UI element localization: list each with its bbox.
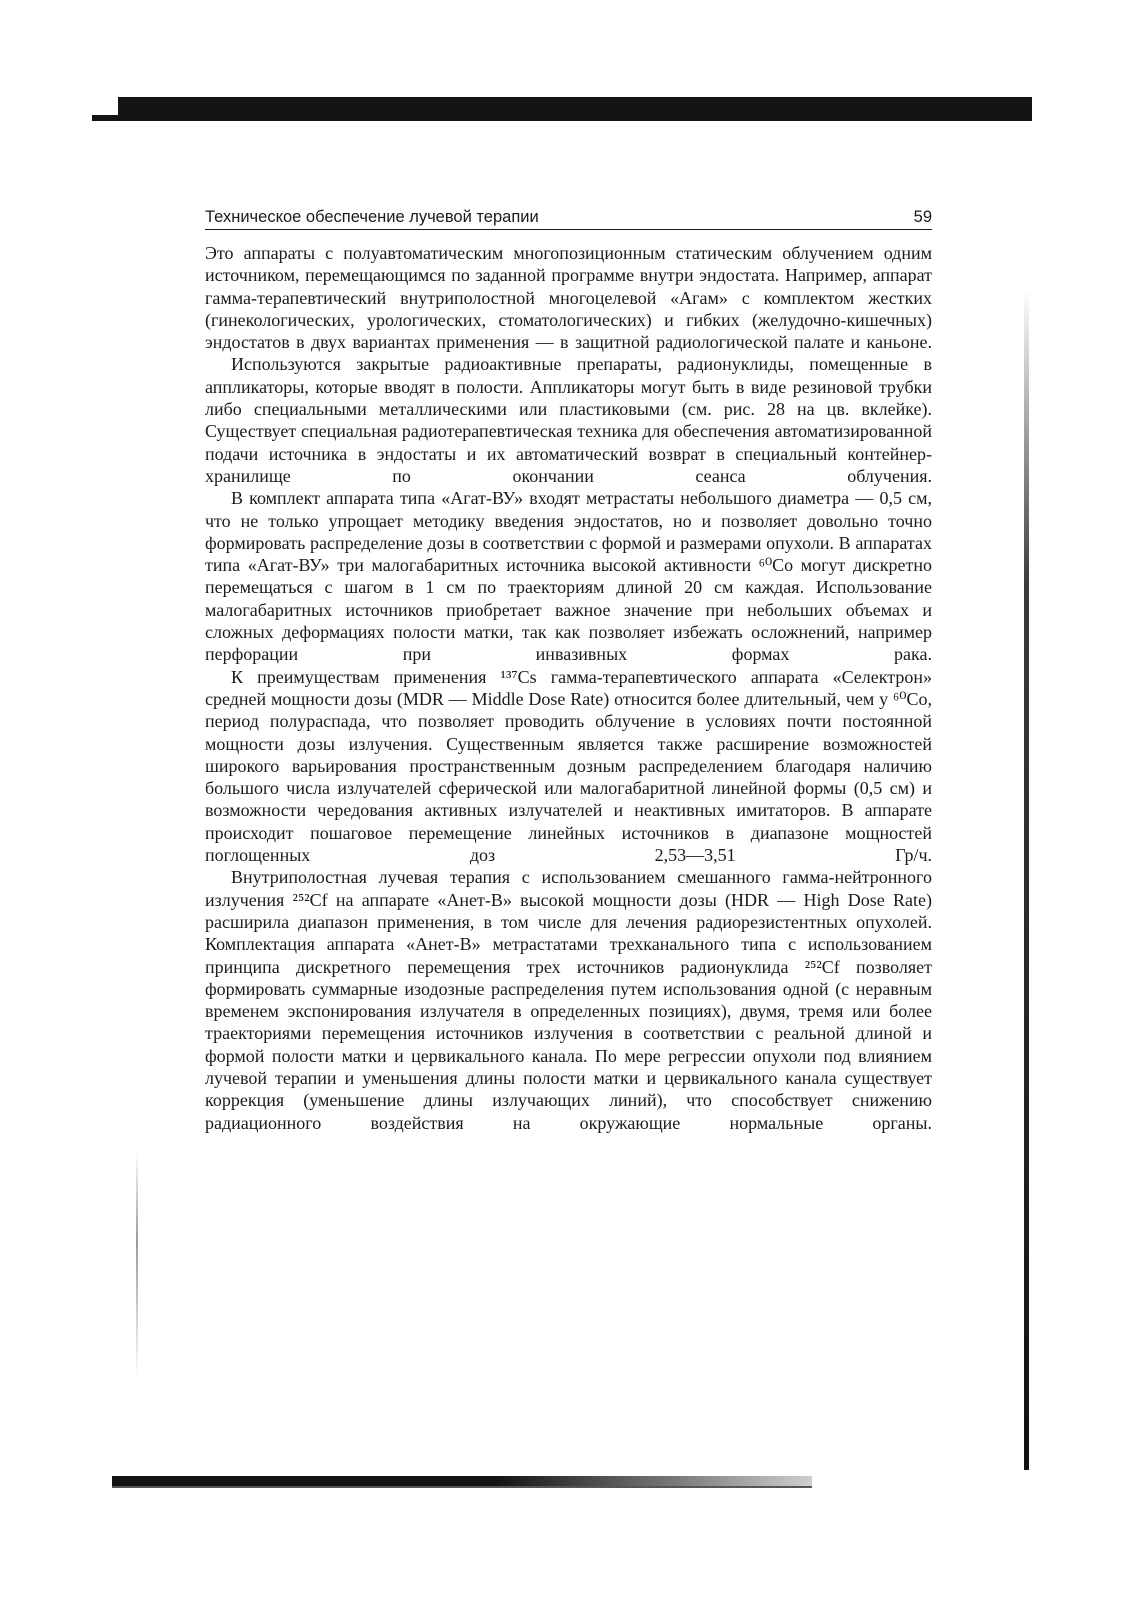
scan-top-bar-tail [92, 115, 132, 121]
paragraph: К преимуществам применения ¹³⁷Cs гамма-терапевтического аппарата «Селектрон» средней мощности дозы (MDR — Middle Dose Rate) относится более длительный, чем у ⁶⁰Co, период полураспада, что позволяет проводить облучение в условиях почти постоянной мощности дозы излучения. Существенным является также расширение возможностей широкого варьирования пространственным дозным распределением благодаря наличию большого числа излучателей сферической или малогабаритной линейной формы (0,5 см) и возможности чередования активных излучателей и неактивных имитаторов. В аппарате происходит пошаговое перемещение линейных источников в диапазоне мощностей поглощенных доз 2,53—3,51 Гр/ч. [205, 666, 932, 866]
paragraph: В комплект аппарата типа «Агат-ВУ» входят метрастаты небольшого диаметра — 0,5 см, что не только упрощает методику введения эндостатов, но и позволяет довольно точно формировать распределение дозы в соответствии с формой и размерами опухоли. В аппаратах типа «Агат-ВУ» три малогабаритных источника высокой активности ⁶⁰Co могут дискретно перемещаться с шагом в 1 см по траекториям длиной 20 см каждая. Использование малогабаритных источников приобретает важное значение при небольших объемах и сложных деформациях полости матки, так как позволяет избежать осложнений, например перфорации при инвазивных формах рака. [205, 488, 932, 665]
body-text [205, 242, 932, 1134]
page-number: 59 [913, 208, 932, 226]
running-title: Техническое обеспечение лучевой терапии [205, 208, 539, 226]
scan-bottom-rule [112, 1486, 812, 1488]
paragraph: Это аппараты с полуавтоматическим многопозиционным статическим облучением одним источником, перемещающимся по заданной программе внутри эндостата. Например, аппарат гамма-терапевтический внутриполостной многоцелевой «Агам» с комплектом жестких (гинекологических, урологических, стоматологических) и гибких (желудочно-кишечных) эндостатов в двух вариантах применения — в защитной радиологической палате и каньоне. [205, 243, 932, 353]
scan-left-edge [136, 1150, 138, 1380]
paragraph: Используются закрытые радиоактивные препараты, радионуклиды, помещенные в аппликаторы, которые вводят в полости. Аппликаторы могут быть в виде резиновой трубки либо специальными металлическими или пластиковыми (см. рис. 28 на цв. вклейке). Существует специальная радиотерапевтическая техника для обеспечения автоматизированной подачи источника в эндостаты и их автоматический возврат в специальный контейнер-хранилище по окончании сеанса облучения. [205, 354, 932, 486]
scan-right-edge [1024, 290, 1029, 1470]
paragraph: Внутриполостная лучевая терапия с использованием смешанного гамма-нейтронного излучения ²⁵²Cf на аппарате «Анет-В» высокой мощности дозы (HDR — High Dose Rate) расширила диапазон применения, в том числе для лечения радиорезистентных опухолей. Комплектация аппарата «Анет-В» метрастатами трехканального типа с использованием принципа дискретного перемещения трех источников радионуклида ²⁵²Cf позволяет формировать суммарные изодозные распределения путем использования одной (с неравным временем экспонирования излучателя в определенных позициях), двумя, тремя или более траекториями перемещения источников излучения в соответствии с реальной длиной и формой полости матки и цервикального канала. По мере регрессии опухоли под влиянием лучевой терапии и уменьшения длины полости матки и цервикального канала существует коррекция (уменьшение длины излучающих линий), что способствует снижению радиационного воздействия на окружающие нормальные органы. [205, 867, 932, 1133]
scan-top-bar [118, 97, 1032, 121]
running-head [205, 206, 932, 230]
